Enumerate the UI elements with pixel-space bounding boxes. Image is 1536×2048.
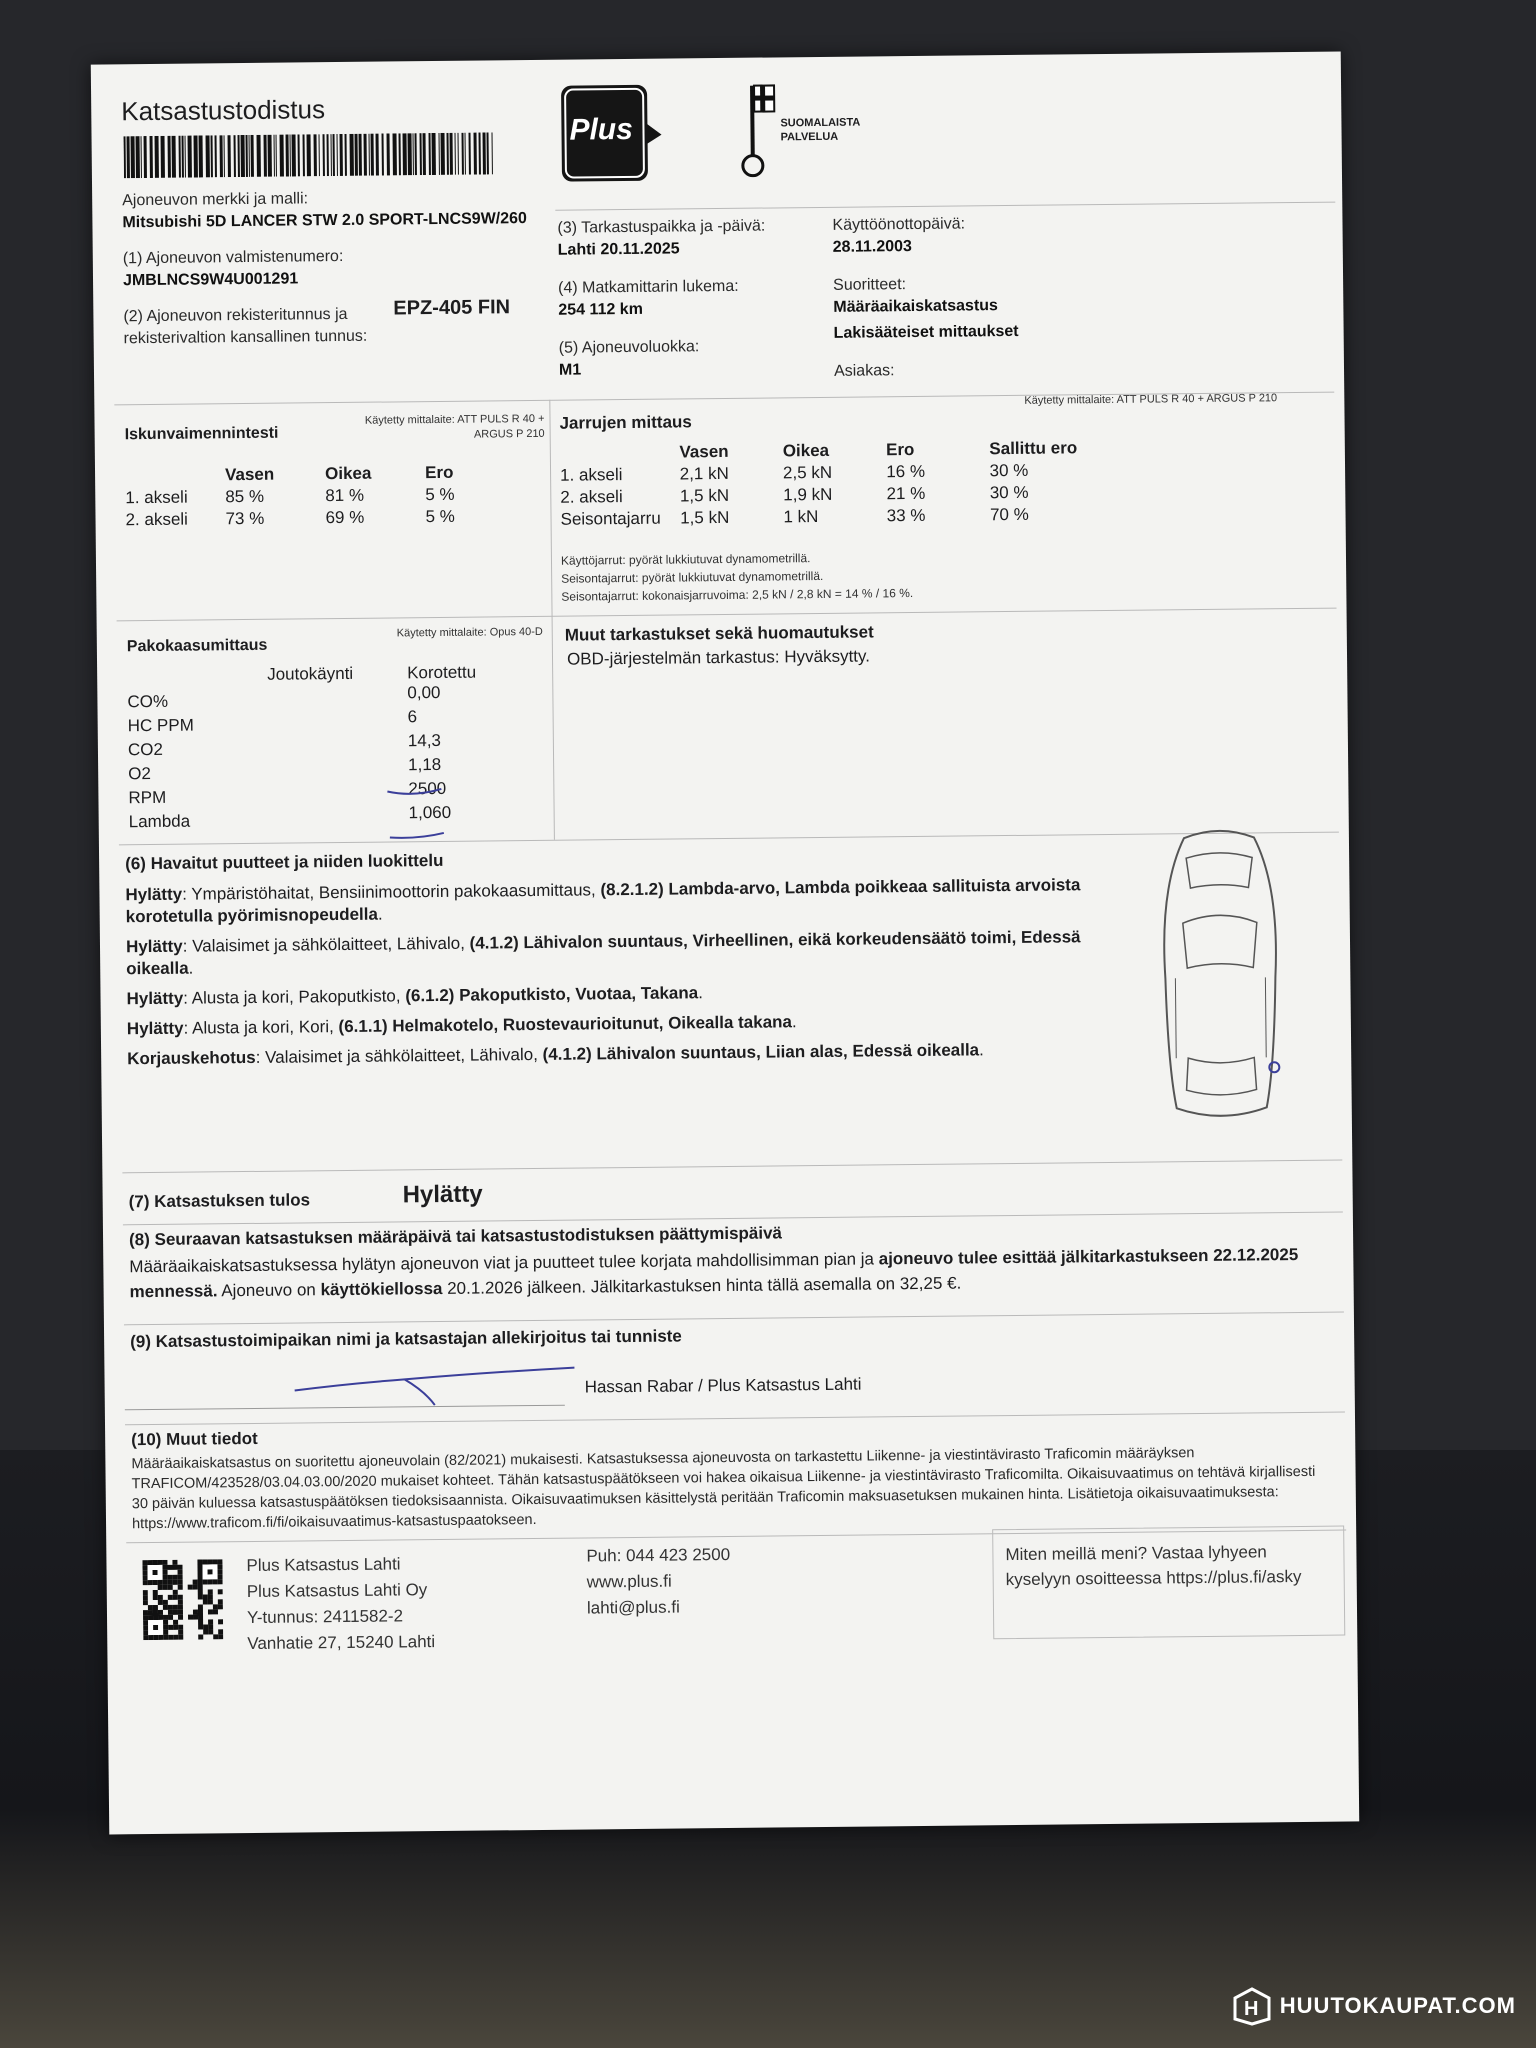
- company-line-3: Y-tunnus: 2411582-2: [246, 1606, 404, 1628]
- key-flag-icon: [736, 81, 777, 181]
- house-logo-icon: [1232, 1986, 1272, 2026]
- table-cell: 5 %: [425, 506, 455, 527]
- brakes-table: [560, 438, 1121, 530]
- contact-block: [586, 1542, 730, 1622]
- car-diagram: [1144, 827, 1297, 1129]
- performed-label: Suoritteet:: [833, 276, 907, 294]
- reg-label-1: (2) Ajoneuvon rekisteritunnus ja: [123, 305, 348, 326]
- result-value: Hylätty: [402, 1180, 483, 1209]
- brakes-note-3: Seisontajarrut: kokonaisjarruvoima: 2,5 kN / 2,8 kN = 14 % / 16 %.: [561, 586, 914, 604]
- phone: Puh: 044 423 2500: [586, 1544, 731, 1566]
- table-cell: 21 %: [886, 483, 926, 504]
- plus-logo-text: Plus: [569, 112, 634, 147]
- svg-text:H: H: [1243, 1998, 1260, 2020]
- table-cell: 70 %: [989, 504, 1029, 525]
- quality-mark-line1: SUOMALAISTA: [780, 116, 861, 130]
- table-cell: 2,5 kN: [782, 462, 833, 483]
- table-cell: 2. akseli: [125, 509, 189, 530]
- table-header: Oikea: [782, 440, 830, 461]
- brakes-title: Jarrujen mittaus: [559, 412, 692, 433]
- defect-item: Hylätty: Ympäristöhaitat, Bensiinimoottorin pakokaasumittaus, (8.2.1.2) Lambda-arvo, Lambda poikkeaa sallituista arvoista korotetulla pyörimisnopeudella.: [125, 875, 1081, 927]
- make-label: Ajoneuvon merkki ja malli:: [122, 190, 309, 210]
- document-title: Katsastustodistus: [121, 94, 326, 127]
- huutokaupat-watermark: [1232, 1986, 1516, 2026]
- table-header: Vasen: [224, 464, 275, 485]
- table-header: Ero: [885, 439, 915, 460]
- shock-title: Iskunvaimennintesti: [124, 424, 279, 444]
- table-header: Vasen: [679, 441, 729, 462]
- table-header: Oikea: [324, 463, 372, 484]
- defects-title: (6) Havaitut puutteet ja niiden luokittelu: [125, 850, 444, 874]
- table-cell: 85 %: [225, 486, 265, 507]
- table-header: [560, 442, 680, 463]
- exhaust-label: O2: [128, 764, 151, 784]
- table-header: Sallittu ero: [989, 438, 1078, 459]
- company-block: [246, 1551, 435, 1657]
- defects-list: [125, 866, 1127, 1070]
- pen-underline-marks: [383, 778, 464, 842]
- exhaust-value: 6: [407, 707, 418, 727]
- table-cell: 81 %: [325, 485, 365, 506]
- odometer-label: (4) Matkamittarin lukema:: [558, 277, 739, 297]
- plus-logo: [559, 83, 658, 184]
- brakes-note-2: Seisontajarrut: pyörät lukkiutuvat dynamometrillä.: [561, 568, 824, 586]
- make-value: Mitsubishi 5D LANCER STW 2.0 SPORT-LNCS9W/260: [122, 210, 527, 232]
- suomalaista-palvelua-mark: [736, 81, 861, 182]
- table-cell: 73 %: [225, 508, 265, 529]
- table-cell: 69 %: [325, 507, 365, 528]
- company-line-1: Plus Katsastus Lahti: [246, 1554, 401, 1576]
- table-cell: 1. akseli: [125, 487, 188, 508]
- barcode: [124, 132, 496, 178]
- table-cell: 1. akseli: [559, 465, 623, 485]
- exhaust-device: Käytetty mittalaite: Opus 40-D: [396, 625, 543, 640]
- performed-1: Määräaikaiskatsastus: [833, 297, 998, 316]
- reg-value: EPZ-405 FIN: [393, 296, 511, 320]
- defect-item: Korjauskehotus: Valaisimet ja sähkölaitteet, Lähivalo, (4.1.2) Lähivalon suuntaus, Liian alas, Edessä oikealla.: [127, 1040, 984, 1069]
- email-link[interactable]: lahti@plus.fi: [586, 1597, 680, 1618]
- exhaust-label: CO%: [127, 691, 169, 712]
- table-row: [560, 502, 1120, 530]
- other-info-title: (10) Muut tiedot: [131, 1428, 258, 1450]
- signature-title: (9) Katsastustoimipaikan nimi ja katsastajan allekirjoitus tai tunniste: [130, 1326, 682, 1352]
- table-cell: 1,5 kN: [679, 485, 730, 506]
- vin-value: JMBLNCS9W4U001291: [122, 270, 299, 290]
- inspection-certificate: [91, 52, 1359, 1835]
- performed-2: Lakisääteiset mittaukset: [833, 322, 1019, 342]
- other-checks-title: Muut tarkastukset sekä huomautukset: [564, 622, 874, 645]
- vehicle-class-value: M1: [558, 361, 582, 379]
- brakes-device: Käytetty mittalaite: ATT PULS R 40 + ARGUS P 210: [1024, 392, 1278, 407]
- table-header: Ero: [424, 462, 454, 483]
- exhaust-title: Pakokaasumittaus: [126, 636, 268, 656]
- next-title: (8) Seuraavan katsastuksen määräpäivä tai katsastustodistuksen päättymispäivä: [128, 1223, 783, 1250]
- signature-name: Hassan Rabar / Plus Katsastus Lahti: [584, 1374, 862, 1397]
- company-line-4: Vanhatie 27, 15240 Lahti: [247, 1632, 436, 1654]
- exhaust-label: HC PPM: [127, 715, 194, 736]
- place-value: Lahti 20.11.2025: [557, 240, 680, 259]
- first-use-label: Käyttöönottopäivä:: [832, 215, 966, 234]
- exhaust-col-high: Korotettu: [407, 662, 477, 683]
- defect-item: Hylätty: Valaisimet ja sähkölaitteet, Lähivalo, (4.1.2) Lähivalon suuntaus, Virheellinen, eikä korkeudensäätö toimi, Edessä oikealla.: [125, 927, 1081, 979]
- table-cell: 1,9 kN: [783, 484, 833, 505]
- watermark-text: HUUTOKAUPAT.COM: [1279, 1993, 1516, 2018]
- result-label: (7) Katsastuksen tulos: [128, 1190, 311, 1212]
- defect-item: Hylätty: Alusta ja kori, Kori, (6.1.1) Helmakotelo, Ruostevaurioitunut, Oikealla takana.: [126, 1012, 797, 1039]
- survey-text[interactable]: Miten meillä meni? Vastaa lyhyeen kyselyyn osoitteessa https://plus.fi/asky: [1005, 1542, 1302, 1590]
- reg-label-2: rekisterivaltion kansallinen tunnus:: [123, 327, 368, 348]
- place-label: (3) Tarkastuspaikka ja -päivä:: [557, 217, 766, 237]
- table-cell: Seisontajarru: [560, 508, 661, 529]
- exhaust-value: 1,18: [408, 754, 442, 775]
- other-info-text: Määräaikaiskatsastus on suoritettu ajoneuvolain (82/2021) mukaisesti. Katsastuksessa ajoneuvosta on tarkastettu Liikenne- ja viestintävirasto Traficomin määräyksen TRAFICOM/423528/03.04.03.00/2020 mukaiset kohteet. Tähän katsastuspäätökseen voi hakea oikaisua Liikenne- ja viestintävirasto Traficomilta. Oikaisuvaatimus on tehtävä kirjallisesti 30 päivän kuluessa katsastuspäätöksen tiedoksisaannista. Oikaisuvaatimuksen käsittelystä peritään Traficomin maksuasetuksen mukainen hinta. Lisätietoja oikaisuvaatimuksesta: https://www.traficom.fi/fi/oikaisuvaatimus-katsastuspaatokseen.: [131, 1445, 1316, 1533]
- website-link[interactable]: www.plus.fi: [586, 1571, 672, 1592]
- brakes-note-1: Käyttöjarrut: pyörät lukkiutuvat dynamometrillä.: [560, 551, 811, 568]
- vehicle-class-label: (5) Ajoneuvoluokka:: [558, 338, 700, 357]
- table-cell: 1 kN: [783, 506, 819, 527]
- shock-device: Käytetty mittalaite: ATT PULS R 40 + ARGUS P 210: [364, 412, 545, 441]
- table-header: [125, 465, 225, 486]
- table-cell: 16 %: [886, 461, 926, 482]
- defect-item: Hylätty: Alusta ja kori, Pakoputkisto, (6.1.2) Pakoputkisto, Vuotaa, Takana.: [126, 983, 703, 1009]
- table-cell: 1,5 kN: [680, 507, 730, 528]
- shock-table: [125, 462, 506, 530]
- exhaust-label: Lambda: [128, 811, 191, 832]
- first-use-value: 28.11.2003: [832, 238, 913, 256]
- table-cell: 30 %: [989, 460, 1029, 481]
- company-line-2: Plus Katsastus Lahti Oy: [246, 1580, 428, 1602]
- survey-box: [992, 1526, 1345, 1640]
- exhaust-value: 0,00: [407, 682, 441, 703]
- table-cell: 33 %: [886, 505, 926, 526]
- vin-label: (1) Ajoneuvon valmistenumero:: [122, 247, 344, 268]
- table-row: [125, 482, 505, 508]
- table-cell: 30 %: [989, 482, 1029, 503]
- customer-label: Asiakas:: [833, 362, 895, 380]
- exhaust-label: RPM: [128, 787, 167, 808]
- quality-mark-line2: PALVELUA: [780, 130, 839, 144]
- exhaust-col-idle: Joutokäynti: [267, 663, 354, 684]
- exhaust-value: 2500: [408, 778, 447, 799]
- table-cell: 2. akseli: [560, 487, 623, 507]
- table-cell: 5 %: [425, 484, 455, 505]
- next-text: Määräaikaiskatsastuksessa hylätyn ajoneuvon viat ja puutteet tulee korjata mahdollisimman pian ja ajoneuvo tulee esittää jälkitarkastukseen 22.12.2025 mennessä. Ajoneuvo on käyttökiellossa 20.1.2026 jälkeen. Jälkitarkastuksen hinta tällä asemalla on 32,25 €.: [129, 1245, 1299, 1302]
- exhaust-label: CO2: [127, 739, 164, 760]
- table-cell: 2,1 kN: [679, 463, 729, 484]
- table-row: [125, 504, 505, 530]
- exhaust-value: 14,3: [407, 730, 442, 751]
- odometer-value: 254 112 km: [558, 300, 643, 319]
- qr-code: [142, 1559, 223, 1640]
- other-checks-text: OBD-järjestelmän tarkastus: Hyväksytty.: [566, 646, 871, 669]
- exhaust-value: 1,060: [408, 802, 452, 823]
